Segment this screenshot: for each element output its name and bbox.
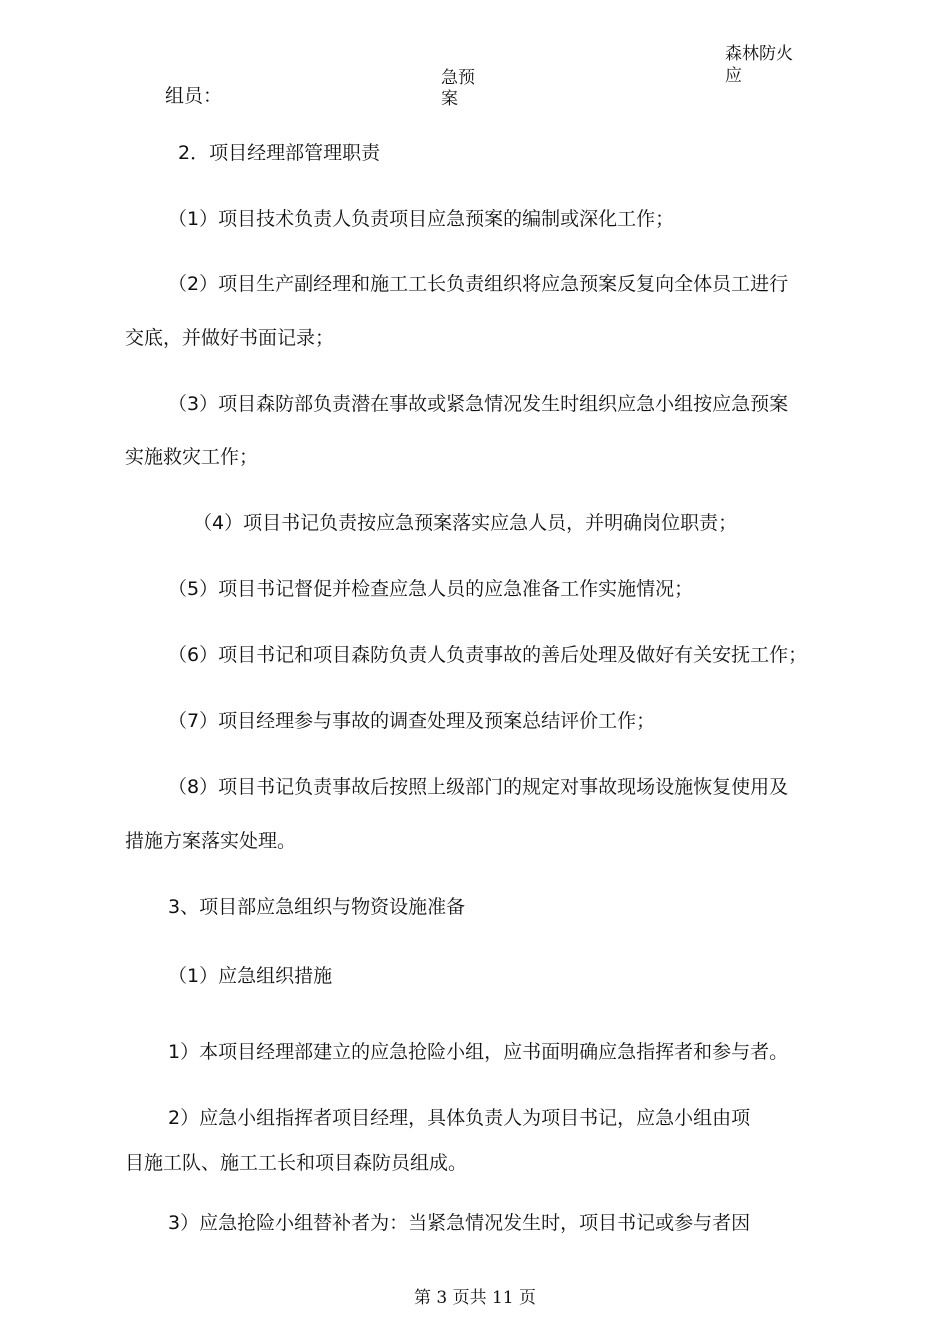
paragraph-line: 3）应急抢险小组替补者为：当紧急情况发生时，项目书记或参与者因 (168, 1212, 751, 1234)
page-number: 第 3 页共 11 页 (413, 1288, 537, 1308)
table-cell-forest-fire-line2: 应 (725, 66, 742, 86)
paragraph-line: （8）项目书记负责事故后按照上级部门的规定对事故现场设施恢复使用及 (168, 776, 789, 798)
table-cell-plan-line1: 急预 (441, 68, 475, 88)
paragraph-line: （1）项目技术负责人负责项目应急预案的编制或深化工作； (168, 208, 675, 230)
paragraph-line: （7）项目经理参与事故的调查处理及预案总结评价工作； (168, 710, 656, 732)
table-cell-forest-fire-line1: 森林防火 (725, 44, 793, 64)
paragraph-line: （3）项目森防部负责潜在事故或紧急情况发生时组织应急小组按应急预案 (168, 393, 789, 415)
paragraph-line: 目施工队、施工工长和项目森防员组成。 (125, 1152, 468, 1174)
section-heading: 3、项目部应急组织与物资设施准备 (168, 896, 466, 918)
members-label: 组员： (165, 85, 223, 107)
subsection-heading: （1）应急组织措施 (168, 965, 333, 987)
paragraph-line: （6）项目书记和项目森防负责人负责事故的善后处理及做好有关安抚工作； (168, 644, 808, 666)
paragraph-line: 实施救灾工作； (125, 446, 259, 468)
section-heading: 2．项目经理部管理职责 (178, 142, 381, 164)
paragraph-line: （5）项目书记督促并检查应急人员的应急准备工作实施情况； (168, 578, 694, 600)
paragraph-line: 措施方案落实处理。 (125, 830, 297, 852)
paragraph-line: 2）应急小组指挥者项目经理，具体负责人为项目书记，应急小组由项 (168, 1107, 751, 1129)
paragraph-line: 交底，并做好书面记录； (125, 327, 335, 349)
table-cell-plan-line2: 案 (441, 89, 458, 109)
paragraph-line: 1）本项目经理部建立的应急抢险小组，应书面明确应急指挥者和参与者。 (168, 1041, 789, 1063)
paragraph-line: （2）项目生产副经理和施工工长负责组织将应急预案反复向全体员工进行 (168, 273, 789, 295)
paragraph-line: （4）项目书记负责按应急预案落实应急人员，并明确岗位职责； (193, 512, 738, 534)
